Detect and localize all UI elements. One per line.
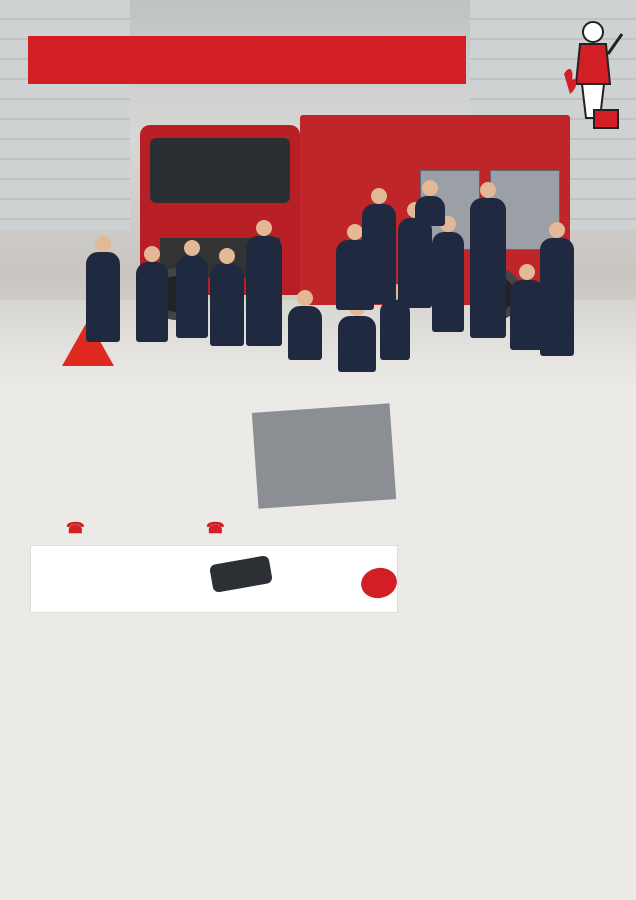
spec-weight	[258, 409, 384, 418]
sponsor-ad	[30, 545, 398, 613]
phone-camera-icon	[209, 555, 273, 593]
hotline-firebrigade	[206, 519, 230, 537]
spec-winch	[258, 409, 384, 418]
phone-icon: ☎	[66, 520, 85, 537]
sponsor-stamp	[358, 565, 399, 602]
spec-water-tank	[258, 409, 384, 418]
spec-crew	[258, 409, 384, 418]
hotline-emergency	[66, 519, 90, 537]
vehicle-specs-box	[252, 403, 396, 508]
phone-icon: ☎	[206, 520, 225, 537]
spec-power	[258, 409, 384, 418]
florian-logo-icon	[560, 14, 626, 132]
spec-displacement	[258, 409, 384, 418]
title-banner	[28, 36, 466, 84]
spec-model	[258, 409, 384, 418]
